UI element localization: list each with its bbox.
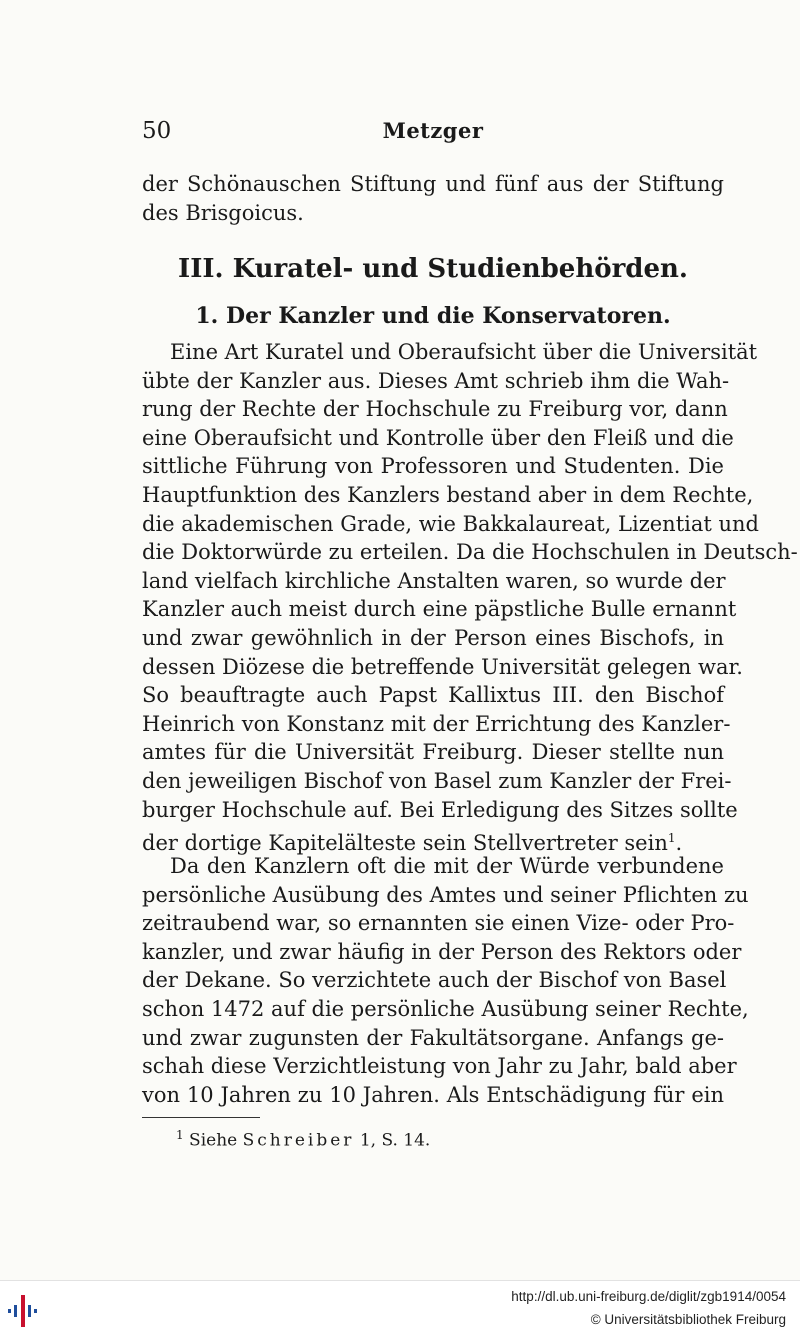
text-line: rung der Rechte der Hochschule zu Freiburg vor, dann: [142, 397, 728, 422]
text-line: Da den Kanzlern oft die mit der Würde verbundene: [170, 854, 724, 878]
text-line: übte der Kanzler aus. Dieses Amt schrieb ihm die Wah-: [142, 368, 730, 393]
footnote: [176, 1128, 430, 1151]
text-line: schon 1472 auf die persönliche Ausübung seiner Rechte,: [142, 996, 749, 1021]
text-line: amtes für die Universität Freiburg. Dieser stellte nun: [142, 740, 724, 765]
text-line: dessen Diözese die betreffende Universität gelegen war.: [142, 654, 743, 679]
footnote-text-after: 1, S. 14.: [359, 1130, 431, 1151]
paragraph-2: [142, 852, 749, 1109]
footnote-author: Schreiber: [242, 1130, 355, 1151]
text-line: land vielfach kirchliche Anstalten waren, so wurde der: [142, 568, 726, 593]
text-line-content: der dortige Kapitelälteste sein Stellvertreter sein: [142, 831, 668, 856]
text-line: und zwar zugunsten der Fakultätsorgane. Anfangs ge-: [142, 1025, 724, 1050]
text-line: der Dekane. So verzichtete auch der Bischof von Basel: [142, 968, 727, 993]
paragraph-1: [142, 338, 798, 858]
text-line: zeitraubend war, so ernannten sie einen Vize- oder Pro-: [142, 911, 735, 936]
text-line: Hauptfunktion des Kanzlers bestand aber in dem Rechte,: [142, 482, 754, 507]
text-line: des Brisgoicus.: [142, 201, 304, 226]
footnote-text-before: Siehe: [189, 1130, 238, 1151]
footnote-reference[interactable]: 1: [667, 831, 676, 846]
footnote-divider: [142, 1117, 260, 1118]
sentence-end: .: [675, 831, 683, 856]
section-heading: III. Kuratel- und Studienbehörden.: [178, 254, 688, 284]
text-line: der Schönauschen Stiftung und fünf aus der Stiftung: [142, 172, 724, 196]
text-line: persönliche Ausübung des Amtes und seiner Pflichten zu: [142, 882, 749, 907]
text-line: von 10 Jahren zu 10 Jahren. Als Entschädigung für ein: [142, 1082, 724, 1107]
text-line: den jeweiligen Bischof von Basel zum Kanzler der Frei-: [142, 768, 732, 793]
opening-text: [142, 170, 724, 228]
text-line: So beauftragte auch Papst Kallixtus III. den Bischof: [142, 683, 724, 708]
permalink-url[interactable]: http://dl.ub.uni-freiburg.de/diglit/zgb1914/0054: [511, 1289, 786, 1304]
copyright-notice: © Universitätsbibliothek Freiburg: [590, 1312, 786, 1327]
text-line: kanzler, und zwar häufig in der Person des Rektors oder: [142, 939, 742, 964]
subsection-heading: 1. Der Kanzler und die Konservatoren.: [195, 303, 671, 329]
text-line: sittliche Führung von Professoren und Studenten. Die: [142, 454, 724, 479]
text-line: Heinrich von Konstanz mit der Errichtung des Kanzler-: [142, 711, 731, 736]
text-line: und zwar gewöhnlich in der Person eines Bischofs, in: [142, 625, 724, 650]
running-title: Metzger: [382, 118, 484, 143]
text-line: Kanzler auch meist durch eine päpstliche Bulle ernannt: [142, 597, 737, 622]
page-number: 50: [142, 118, 172, 144]
text-line: schah diese Verzichtleistung von Jahr zu Jahr, bald aber: [142, 1054, 737, 1079]
text-line: die Doktorwürde zu erteilen. Da die Hochschulen in Deutsch-: [142, 540, 798, 565]
text-line: eine Oberaufsicht und Kontrolle über den Fleiß und die: [142, 425, 734, 450]
footnote-marker: 1: [176, 1128, 184, 1142]
running-head: [142, 118, 724, 146]
text-line: burger Hochschule auf. Bei Erledigung des Sitzes sollte: [142, 797, 738, 822]
text-line: die akademischen Grade, wie Bakkalaureat, Lizentiat und: [142, 511, 759, 536]
text-line: Eine Art Kuratel und Oberaufsicht über die Universität: [170, 340, 758, 364]
viewer-footer: [0, 1280, 800, 1338]
ub-freiburg-logo-icon[interactable]: [6, 1291, 40, 1331]
